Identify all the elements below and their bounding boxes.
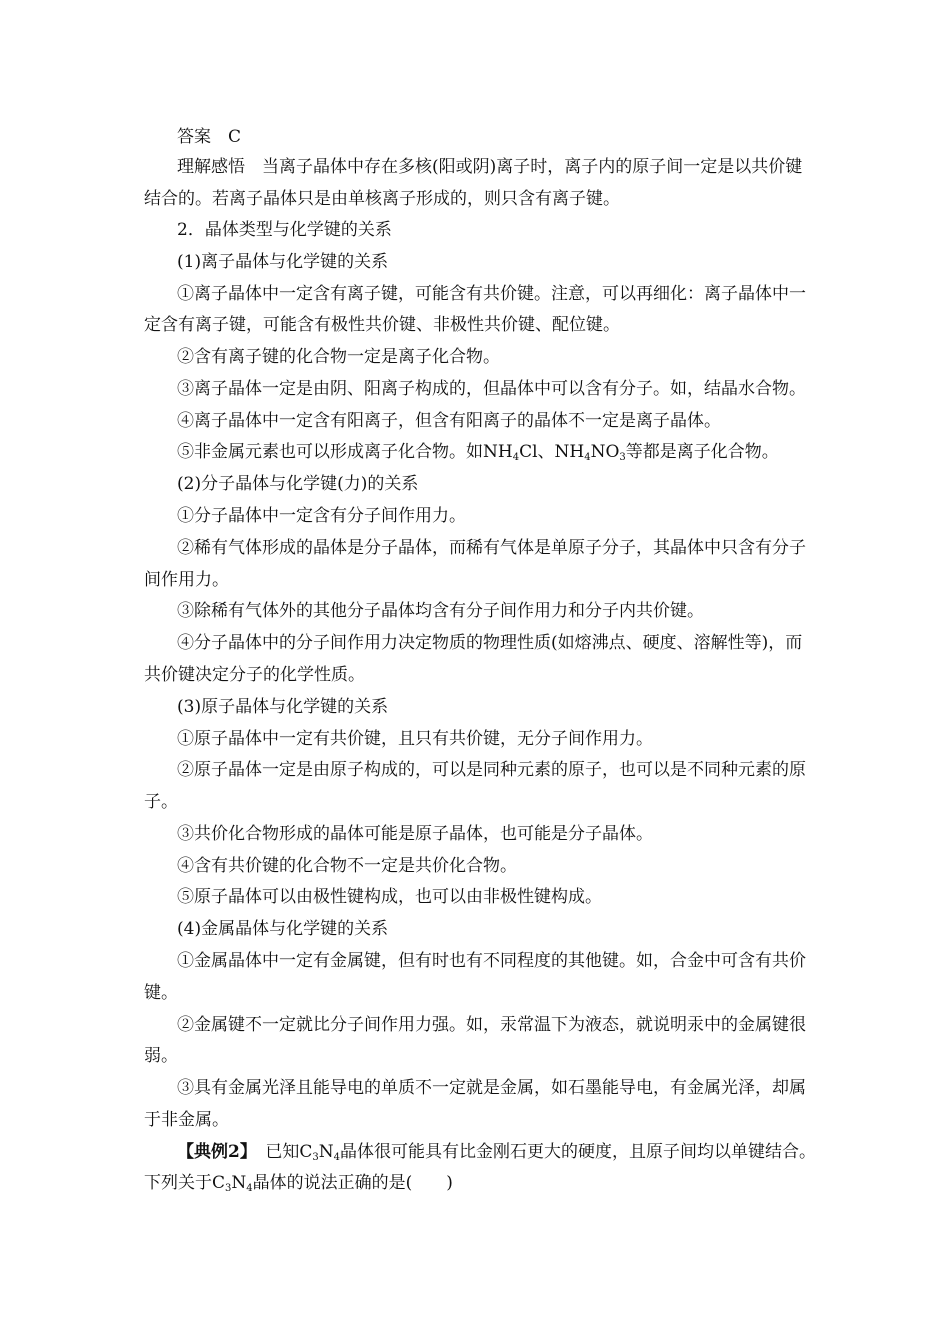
ionic-item-4: ④离子晶体中一定含有阳离子，但含有阳离子的晶体不一定是离子晶体。 (177, 411, 721, 431)
molecular-item-4-line-2: 共价键决定分子的化学性质。 (144, 665, 365, 685)
atomic-item-3: ③共价化合物形成的晶体可能是原子晶体，也可能是分子晶体。 (177, 824, 653, 844)
ionic-item-5 (177, 442, 779, 462)
ionic-item-5-mid-1: Cl、NH (519, 442, 585, 462)
ionic-item-2: ②含有离子键的化合物一定是离子化合物。 (177, 347, 500, 367)
example-line-1-mid: N (318, 1142, 334, 1162)
metallic-heading: (4)金属晶体与化学键的关系 (177, 919, 389, 939)
metallic-item-2-line-2: 弱。 (144, 1046, 178, 1066)
ionic-item-1-line-2: 定含有离子键，可能含有极性共价键、非极性共价键、配位键。 (144, 315, 620, 335)
ionic-item-5-post: 等都是离子化合物。 (625, 442, 779, 462)
example-line-2-mid: N (231, 1173, 247, 1193)
molecular-heading: (2)分子晶体与化学键(力)的关系 (177, 474, 419, 494)
atomic-item-1: ①原子晶体中一定有共价键，且只有共价键，无分子间作用力。 (177, 729, 653, 749)
atomic-heading: (3)原子晶体与化学键的关系 (177, 697, 389, 717)
atomic-item-4: ④含有共价键的化合物不一定是共价化合物。 (177, 856, 517, 876)
ionic-item-5-sub-1: 4 (512, 452, 520, 463)
example-sub-4: 4 (246, 1183, 253, 1194)
example-label: 【典例2】 (177, 1142, 249, 1162)
ionic-item-3: ③离子晶体一定是由阴、阳离子构成的，但晶体中可以含有分子。如，结晶水合物。 (177, 379, 806, 399)
ionic-item-5-sub-2: 4 (584, 452, 591, 463)
example-sub-3: 3 (225, 1183, 232, 1194)
metallic-item-3-line-2: 于非金属。 (144, 1110, 229, 1130)
insight-line-2: 结合的。若离子晶体只是由单核离子形成的，则只含有离子键。 (144, 189, 620, 209)
atomic-item-5: ⑤原子晶体可以由极性键构成，也可以由非极性键构成。 (177, 887, 602, 907)
metallic-item-3-line-1: ③具有金属光泽且能导电的单质不一定就是金属，如石墨能导电，有金属光泽，却属 (177, 1078, 806, 1098)
section-2-title: 2．晶体类型与化学键的关系 (177, 220, 392, 240)
example-line-1 (177, 1142, 816, 1162)
molecular-item-4-line-1: ④分子晶体中的分子间作用力决定物质的物理性质(如熔沸点、硬度、溶解性等)，而 (177, 633, 803, 653)
metallic-item-1-line-2: 键。 (144, 983, 178, 1003)
molecular-item-2-line-1: ②稀有气体形成的晶体是分子晶体，而稀有气体是单原子分子，其晶体中只含有分子 (177, 538, 806, 558)
example-sub-2: 4 (333, 1152, 340, 1163)
ionic-heading: (1)离子晶体与化学键的关系 (177, 252, 389, 272)
insight-line-1: 理解感悟 当离子晶体中存在多核(阳或阴)离子时，离子内的原子间一定是以共价键 (177, 157, 803, 177)
metallic-item-2-line-1: ②金属键不一定就比分子间作用力强。如，汞常温下为液态，就说明汞中的金属键很 (177, 1015, 806, 1035)
atomic-item-2-line-2: 子。 (144, 792, 178, 812)
example-line-2 (144, 1173, 453, 1193)
example-line-2-pre: 下列关于C (144, 1173, 226, 1193)
ionic-item-5-pre: ⑤非金属元素也可以形成离子化合物。如NH (177, 442, 513, 462)
molecular-item-3: ③除稀有气体外的其他分子晶体均含有分子间作用力和分子内共价键。 (177, 601, 704, 621)
ionic-item-1-line-1: ①离子晶体中一定含有离子键，可能含有共价键。注意，可以再细化：离子晶体中一 (177, 284, 806, 304)
molecular-item-2-line-2: 间作用力。 (144, 570, 229, 590)
molecular-item-1: ①分子晶体中一定含有分子间作用力。 (177, 506, 466, 526)
answer-line: 答案 C (177, 127, 242, 147)
ionic-item-5-mid-2: NO (590, 442, 620, 462)
example-sub-1: 3 (312, 1152, 319, 1163)
example-line-2-post: 晶体的说法正确的是( ) (252, 1173, 453, 1193)
example-line-1-pre: 已知C (248, 1142, 313, 1162)
metallic-item-1-line-1: ①金属晶体中一定有金属键，但有时也有不同程度的其他键。如，合金中可含有共价 (177, 951, 806, 971)
ionic-item-5-sub-3: 3 (619, 452, 626, 463)
example-line-1-post: 晶体很可能具有比金刚石更大的硬度，且原子间均以单键结合。 (339, 1142, 816, 1162)
atomic-item-2-line-1: ②原子晶体一定是由原子构成的，可以是同种元素的原子，也可以是不同种元素的原 (177, 760, 806, 780)
